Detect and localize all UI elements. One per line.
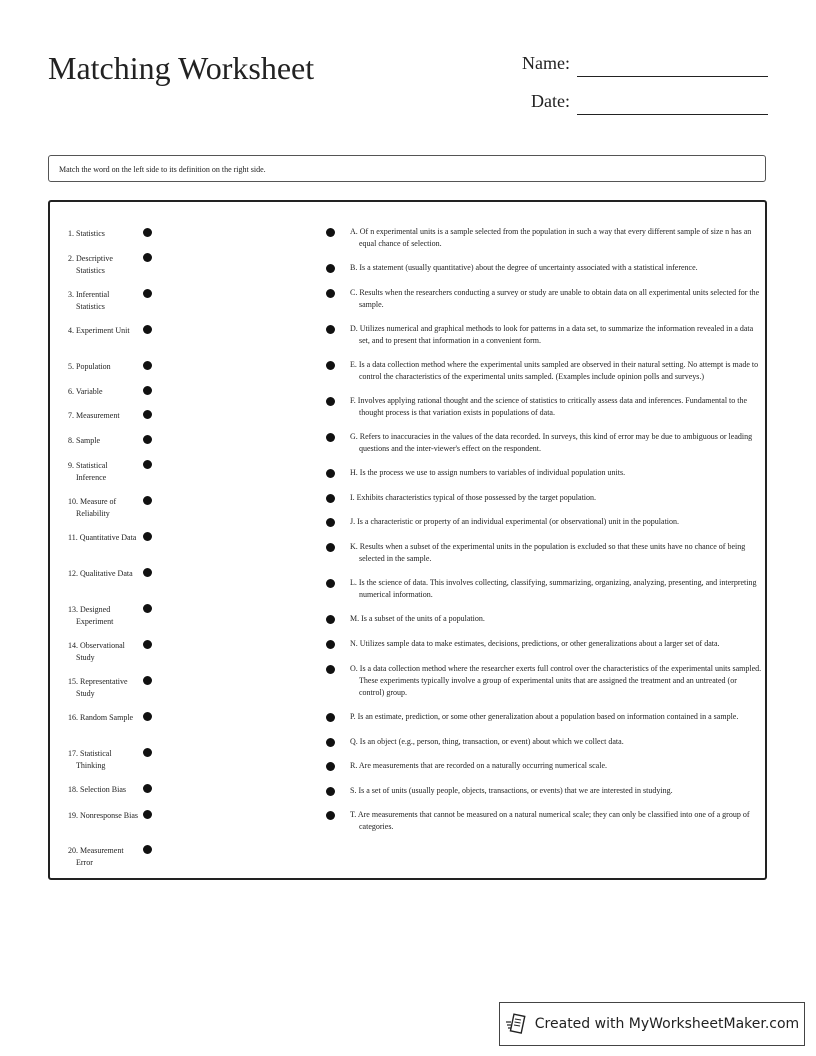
term-number: 18. (68, 785, 78, 794)
definition-connector-dot[interactable] (326, 665, 335, 674)
definition-item: O. Is a data collection method where the researcher exerts full control over the characteristics of the experimental units sampled. These experiments typically involve a group of experimental units that are assigned the treatment and an untreated (or control) group. (350, 664, 762, 697)
footer-badge (499, 1002, 805, 1046)
term-number: 1. (68, 229, 74, 238)
definition-item: I. Exhibits characteristics typical of those possessed by the target population. (350, 493, 597, 502)
definition-item: E. Is a data collection method where the experimental units sampled are observed in their natural setting. No attempt is made to control the characteristics of the experimental units sampled. (Examples include opinion polls and surveys.) (350, 360, 759, 381)
definition-item: J. Is a characteristic or property of an individual experimental (or observational) unit in the population. (350, 517, 680, 526)
term-number: 13. (68, 605, 78, 614)
term-text: Population (76, 362, 111, 371)
term-number: 6. (68, 387, 74, 396)
term-number: 19. (68, 811, 78, 820)
footer-text: Created with MyWorksheetMaker.com (534, 1016, 800, 1032)
definition-connector-dot[interactable] (326, 397, 335, 406)
term-text: Inferential Statistics (76, 290, 110, 311)
definition-connector-dot[interactable] (326, 494, 335, 503)
definition-item: D. Utilizes numerical and graphical methods to look for patterns in a data set, to summarize the information revealed in a data set, and to present that information in a convenient form. (350, 324, 754, 345)
term-connector-dot[interactable] (143, 532, 152, 541)
term-text: Qualitative Data (80, 569, 133, 578)
term-text: Quantitative Data (79, 533, 137, 542)
term-item (68, 435, 138, 447)
term-text: Observational Study (76, 641, 125, 662)
definition-item: N. Utilizes sample data to make estimates, decisions, predictions, or other generalizations about a larger set of data. (350, 639, 720, 648)
term-item (68, 253, 138, 277)
definition-item: F. Involves applying rational thought and the science of statistics to critically assess data and inferences. Fundamental to the thought process is that variation exists in populations of data. (350, 396, 748, 417)
instructions-box: Match the word on the left side to its definition on the right side. (48, 155, 766, 182)
term-connector-dot[interactable] (143, 784, 152, 793)
definition-item: R. Are measurements that are recorded on a naturally occurring numerical scale. (350, 761, 607, 770)
definition-connector-dot[interactable] (326, 469, 335, 478)
definition-connector-dot[interactable] (326, 433, 335, 442)
term-number: 20. (68, 846, 78, 855)
worksheet-maker-logo-icon (505, 1013, 527, 1035)
term-item (68, 712, 138, 724)
term-connector-dot[interactable] (143, 604, 152, 613)
date-line[interactable] (577, 114, 768, 115)
definition-connector-dot[interactable] (326, 811, 335, 820)
term-connector-dot[interactable] (143, 748, 152, 757)
term-text: Measurement (76, 411, 120, 420)
term-text: Sample (76, 436, 100, 445)
term-item (68, 460, 138, 484)
term-text: Selection Bias (80, 785, 126, 794)
definition-connector-dot[interactable] (326, 579, 335, 588)
term-connector-dot[interactable] (143, 361, 152, 370)
term-item (68, 496, 138, 520)
definition-connector-dot[interactable] (326, 762, 335, 771)
matching-box (48, 200, 767, 880)
definition-connector-dot[interactable] (326, 228, 335, 237)
term-connector-dot[interactable] (143, 810, 152, 819)
term-connector-dot[interactable] (143, 676, 152, 685)
term-connector-dot[interactable] (143, 289, 152, 298)
term-text: Random Sample (80, 713, 134, 722)
term-connector-dot[interactable] (143, 460, 152, 469)
term-item (68, 604, 138, 628)
definition-connector-dot[interactable] (326, 543, 335, 552)
term-text: Designed Experiment (76, 605, 114, 626)
name-label: Name: (522, 53, 570, 73)
term-text: Descriptive Statistics (76, 254, 113, 275)
term-item (68, 810, 138, 822)
definition-item: A. Of n experimental units is a sample selected from the population in such a way that every different sample of size n has an equal chance of selection. (350, 227, 752, 248)
term-item (68, 676, 138, 700)
term-text: Variable (75, 387, 103, 396)
term-item (68, 748, 138, 772)
term-number: 10. (68, 497, 78, 506)
term-number: 17. (68, 749, 78, 758)
term-item (68, 845, 138, 869)
definition-item: H. Is the process we use to assign numbers to variables of individual population units. (350, 468, 626, 477)
term-connector-dot[interactable] (143, 845, 152, 854)
definition-connector-dot[interactable] (326, 264, 335, 273)
term-number: 8. (68, 436, 74, 445)
term-text: Nonresponse Bias (80, 811, 138, 820)
term-item (68, 640, 138, 664)
term-number: 2. (68, 254, 74, 263)
definition-item: T. Are measurements that cannot be measured on a natural numerical scale; they can only be classified into one of a group of categories. (350, 810, 750, 831)
term-number: 11. (68, 533, 78, 542)
term-connector-dot[interactable] (143, 712, 152, 721)
term-number: 9. (68, 461, 74, 470)
term-connector-dot[interactable] (143, 640, 152, 649)
definition-connector-dot[interactable] (326, 518, 335, 527)
term-connector-dot[interactable] (143, 228, 152, 237)
definition-item: K. Results when a subset of the experimental units in the population is excluded so that these units have no chance of being selected in the sample. (350, 542, 746, 563)
definition-item: M. Is a subset of the units of a population. (350, 614, 485, 623)
term-text: Statistical Inference (76, 461, 108, 482)
definition-connector-dot[interactable] (326, 289, 335, 298)
definition-connector-dot[interactable] (326, 325, 335, 334)
term-number: 5. (68, 362, 74, 371)
term-number: 16. (68, 713, 78, 722)
term-connector-dot[interactable] (143, 325, 152, 334)
term-item (68, 410, 138, 422)
definition-connector-dot[interactable] (326, 738, 335, 747)
term-connector-dot[interactable] (143, 410, 152, 419)
definition-item: L. Is the science of data. This involves collecting, classifying, summarizing, organizing, analyzing, presenting, and interpreting numerical information. (350, 578, 757, 599)
term-text: Representative Study (76, 677, 128, 698)
term-text: Experiment Unit (76, 326, 130, 335)
term-connector-dot[interactable] (143, 253, 152, 262)
definition-connector-dot[interactable] (326, 640, 335, 649)
term-number: 4. (68, 326, 74, 335)
date-field (480, 91, 570, 115)
term-item (68, 386, 138, 398)
term-item (68, 532, 138, 544)
term-item (68, 361, 138, 373)
definition-item: B. Is a statement (usually quantitative) about the degree of uncertainty associated with a statistical inference. (350, 263, 698, 272)
definition-item: Q. Is an object (e.g., person, thing, transaction, or event) about which we collect data. (350, 737, 624, 746)
term-item (68, 568, 138, 580)
definition-item: C. Results when the researchers conducting a survey or study are unable to obtain data on all experimental units selected for the sample. (350, 288, 760, 309)
term-connector-dot[interactable] (143, 386, 152, 395)
name-line[interactable] (577, 76, 768, 77)
term-text: Measurement Error (76, 846, 124, 867)
date-label: Date: (531, 91, 570, 111)
term-item (68, 784, 138, 796)
definition-connector-dot[interactable] (326, 713, 335, 722)
term-item (68, 325, 138, 337)
term-number: 3. (68, 290, 74, 299)
term-text: Statistical Thinking (76, 749, 112, 770)
definition-connector-dot[interactable] (326, 615, 335, 624)
term-connector-dot[interactable] (143, 568, 152, 577)
term-item (68, 228, 138, 240)
definition-connector-dot[interactable] (326, 787, 335, 796)
definition-item: S. Is a set of units (usually people, objects, transactions, or events) that we are interested in studying. (350, 786, 673, 795)
term-connector-dot[interactable] (143, 496, 152, 505)
definition-item: G. Refers to inaccuracies in the values of the data recorded. In surveys, this kind of error may be due to ambiguous or leading questions and the inter-viewer's effect on the respondent. (350, 432, 753, 453)
term-number: 14. (68, 641, 78, 650)
term-number: 12. (68, 569, 78, 578)
worksheet-title: Matching Worksheet (48, 50, 315, 86)
term-number: 15. (68, 677, 78, 686)
term-connector-dot[interactable] (143, 435, 152, 444)
definition-connector-dot[interactable] (326, 361, 335, 370)
term-item (68, 289, 138, 313)
term-number: 7. (68, 411, 74, 420)
name-field (480, 53, 570, 77)
term-text: Measure of Reliability (76, 497, 117, 518)
definition-item: P. Is an estimate, prediction, or some other generalization about a population based on information contained in a sample. (350, 712, 739, 721)
term-text: Statistics (76, 229, 105, 238)
